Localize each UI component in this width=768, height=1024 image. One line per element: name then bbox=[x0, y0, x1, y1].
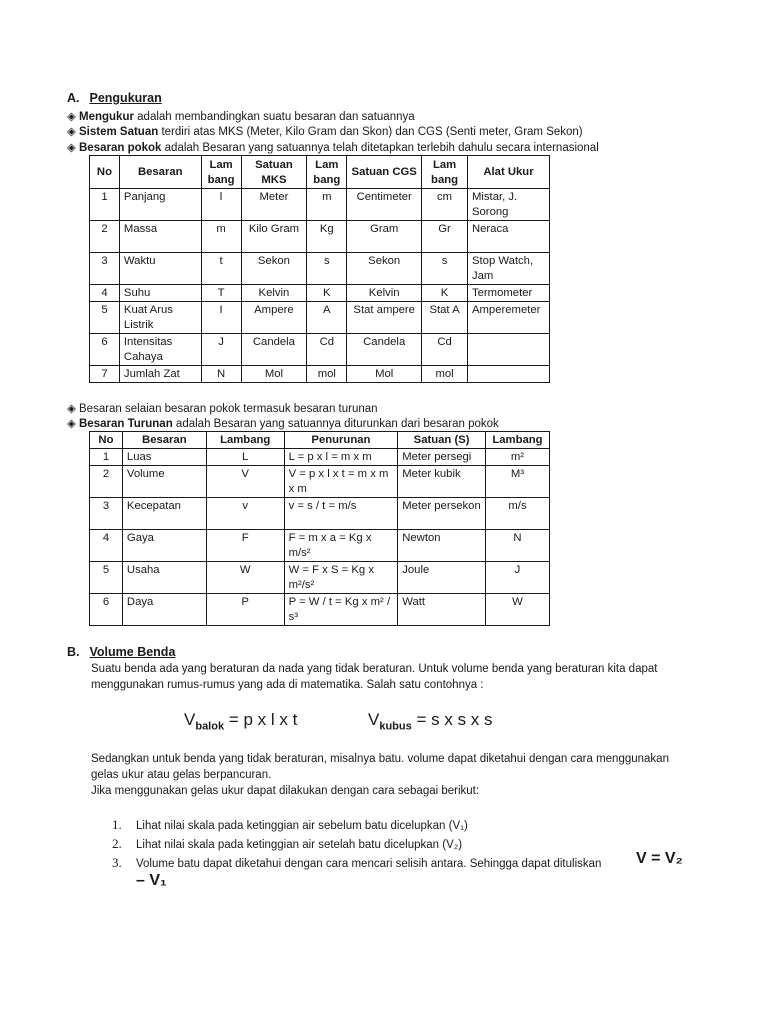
table-cell: L bbox=[206, 449, 284, 466]
table-cell: Kecepatan bbox=[122, 498, 206, 530]
table-header-row bbox=[90, 156, 550, 189]
header-cell: Besaran bbox=[119, 156, 201, 189]
table-cell: Meter bbox=[241, 189, 307, 221]
table-cell: V = p x l x t = m x m x m bbox=[284, 466, 398, 498]
paragraph-irregular bbox=[91, 751, 669, 799]
table-cell: Watt bbox=[398, 594, 486, 626]
table-cell: Volume bbox=[122, 466, 206, 498]
table-cell: 4 bbox=[90, 530, 123, 562]
steps-list bbox=[112, 816, 601, 873]
table-cell: 6 bbox=[90, 334, 120, 366]
paragraph-line: Suatu benda ada yang beraturan da nada yang tidak beraturan. Untuk volume benda yang beraturan kita dapat bbox=[91, 663, 658, 675]
paragraph-line: Jika menggunakan gelas ukur dapat dilakukan dengan cara sebagai berikut: bbox=[91, 785, 480, 797]
header-cell: Lam bang bbox=[201, 156, 241, 189]
table-cell: P bbox=[206, 594, 284, 626]
table-cell: Gr bbox=[422, 221, 468, 253]
table-cell: Cd bbox=[307, 334, 347, 366]
table-cell: W bbox=[206, 562, 284, 594]
bullet-text: adalah Besaran yang satuannya telah ditetapkan terlebih dahulu secara internasional bbox=[161, 142, 599, 154]
table-cell: J bbox=[485, 562, 549, 594]
table-row bbox=[90, 285, 550, 302]
list-item bbox=[112, 854, 601, 873]
table-cell: Stop Watch, Jam bbox=[467, 253, 549, 285]
formula-kubus bbox=[368, 710, 493, 732]
table-header-row bbox=[90, 432, 550, 449]
formula-expression: = p x l x t bbox=[224, 710, 298, 729]
table-cell: 7 bbox=[90, 366, 120, 383]
bullet-bold: Besaran Turunan bbox=[79, 418, 173, 430]
table-cell: J bbox=[201, 334, 241, 366]
section-a-letter: A. bbox=[67, 91, 80, 105]
table-cell: 3 bbox=[90, 498, 123, 530]
paragraph-line: gelas ukur atau gelas berpancuran. bbox=[91, 769, 272, 781]
header-cell: Lambang bbox=[485, 432, 549, 449]
header-cell: No bbox=[90, 156, 120, 189]
table-cell: N bbox=[485, 530, 549, 562]
table-row bbox=[90, 562, 550, 594]
list-item bbox=[112, 835, 601, 854]
diamond-bullet-icon: ◈ bbox=[67, 111, 76, 123]
table-cell bbox=[467, 366, 549, 383]
list-number: 2. bbox=[112, 836, 122, 851]
table-cell: A bbox=[307, 302, 347, 334]
section-a-title: Pengukuran bbox=[89, 91, 162, 105]
list-number: 1. bbox=[112, 817, 122, 832]
table-cell: P = W / t = Kg x m² / s³ bbox=[284, 594, 398, 626]
table-cell: Usaha bbox=[122, 562, 206, 594]
table-cell: Cd bbox=[422, 334, 468, 366]
table-row bbox=[90, 334, 550, 366]
table-cell: Stat A bbox=[422, 302, 468, 334]
table-cell: W = F x S = Kg x m²/s² bbox=[284, 562, 398, 594]
table-cell: l bbox=[201, 189, 241, 221]
header-cell: No bbox=[90, 432, 123, 449]
table-cell: F = m x a = Kg x m/s² bbox=[284, 530, 398, 562]
table-cell: Newton bbox=[398, 530, 486, 562]
table-cell: 2 bbox=[90, 466, 123, 498]
diamond-bullet-icon: ◈ bbox=[67, 403, 76, 415]
table-cell: Meter persegi bbox=[398, 449, 486, 466]
section-a-heading bbox=[67, 91, 162, 105]
table-cell: 2 bbox=[90, 221, 120, 253]
table-cell: 5 bbox=[90, 302, 120, 334]
bullet-bold: Sistem Satuan bbox=[79, 126, 159, 138]
table-row bbox=[90, 253, 550, 285]
table-cell bbox=[467, 334, 549, 366]
table-cell: Kelvin bbox=[347, 285, 422, 302]
table-cell: 1 bbox=[90, 189, 120, 221]
bullet-mengukur bbox=[67, 109, 415, 123]
table-cell: K bbox=[422, 285, 468, 302]
table-cell: m/s bbox=[485, 498, 549, 530]
table-cell: Joule bbox=[398, 562, 486, 594]
formula-subscript: balok bbox=[195, 720, 225, 733]
formula-subscript: kubus bbox=[379, 720, 412, 733]
table-cell: Neraca bbox=[467, 221, 549, 253]
header-cell: Besaran bbox=[122, 432, 206, 449]
table-cell: Candela bbox=[347, 334, 422, 366]
header-cell: Satuan MKS bbox=[241, 156, 307, 189]
header-cell: Satuan CGS bbox=[347, 156, 422, 189]
table-cell: Termometer bbox=[467, 285, 549, 302]
formula-expression: = s x s x s bbox=[411, 710, 493, 729]
table-cell: Ampere bbox=[241, 302, 307, 334]
table-cell: Kg bbox=[307, 221, 347, 253]
table-cell: 5 bbox=[90, 562, 123, 594]
table-cell: v = s / t = m/s bbox=[284, 498, 398, 530]
table-cell: Daya bbox=[122, 594, 206, 626]
table-cell: t bbox=[201, 253, 241, 285]
bullet-besaran-turunan bbox=[67, 416, 499, 430]
table-cell: s bbox=[307, 253, 347, 285]
table-row bbox=[90, 466, 550, 498]
table-besaran-turunan bbox=[89, 431, 550, 626]
formula-symbol: V bbox=[368, 710, 380, 729]
section-b-title: Volume Benda bbox=[89, 645, 176, 659]
table-cell: Sekon bbox=[347, 253, 422, 285]
table-cell: Intensitas Cahaya bbox=[119, 334, 201, 366]
table-cell: Massa bbox=[119, 221, 201, 253]
table-besaran-pokok bbox=[89, 155, 550, 383]
table-cell: T bbox=[201, 285, 241, 302]
table-cell: Kelvin bbox=[241, 285, 307, 302]
table-cell: Centimeter bbox=[347, 189, 422, 221]
table-cell: Mistar, J. Sorong bbox=[467, 189, 549, 221]
bullet-sistem-satuan bbox=[67, 124, 583, 138]
table-cell: Kuat Arus Listrik bbox=[119, 302, 201, 334]
table-cell: s bbox=[422, 253, 468, 285]
table-row bbox=[90, 302, 550, 334]
bullet-text: Besaran selaian besaran pokok termasuk besaran turunan bbox=[79, 403, 378, 415]
header-cell: Lam bang bbox=[422, 156, 468, 189]
table-cell: 1 bbox=[90, 449, 123, 466]
table-cell: v bbox=[206, 498, 284, 530]
table-cell: L = p x l = m x m bbox=[284, 449, 398, 466]
table-cell: Stat ampere bbox=[347, 302, 422, 334]
bullet-bold: Besaran pokok bbox=[79, 142, 162, 154]
table-row bbox=[90, 189, 550, 221]
table-cell: M³ bbox=[485, 466, 549, 498]
header-cell: Lambang bbox=[206, 432, 284, 449]
table-cell: cm bbox=[422, 189, 468, 221]
diamond-bullet-icon: ◈ bbox=[67, 142, 76, 154]
table-cell: N bbox=[201, 366, 241, 383]
table-row bbox=[90, 498, 550, 530]
list-number: 3. bbox=[112, 855, 122, 870]
list-item bbox=[112, 816, 601, 835]
table-cell: m² bbox=[485, 449, 549, 466]
table-cell: mol bbox=[307, 366, 347, 383]
table-row bbox=[90, 221, 550, 253]
bullet-besaran-pokok bbox=[67, 140, 599, 154]
table-cell: m bbox=[201, 221, 241, 253]
bullet-bold: Mengukur bbox=[79, 111, 134, 123]
bullet-text: terdiri atas MKS (Meter, Kilo Gram dan Skon) dan CGS (Senti meter, Gram Sekon) bbox=[158, 126, 583, 138]
table-cell: 6 bbox=[90, 594, 123, 626]
table-cell: F bbox=[206, 530, 284, 562]
paragraph-line: Sedangkan untuk benda yang tidak beraturan, misalnya batu. volume dapat diketahui dengan cara menggunakan bbox=[91, 753, 669, 765]
table-cell: Panjang bbox=[119, 189, 201, 221]
table-cell: W bbox=[485, 594, 549, 626]
table-row bbox=[90, 366, 550, 383]
table-cell: V bbox=[206, 466, 284, 498]
table-cell: I bbox=[201, 302, 241, 334]
table-cell: Kilo Gram bbox=[241, 221, 307, 253]
bullet-text: adalah Besaran yang satuannya diturunkan dari besaran pokok bbox=[172, 418, 499, 430]
list-text: Lihat nilai skala pada ketinggian air sebelum batu dicelupkan (V₁) bbox=[136, 820, 468, 832]
table-cell: m bbox=[307, 189, 347, 221]
header-cell: Alat Ukur bbox=[467, 156, 549, 189]
table-cell: Amperemeter bbox=[467, 302, 549, 334]
table-cell: 4 bbox=[90, 285, 120, 302]
table-row bbox=[90, 530, 550, 562]
table-cell: Luas bbox=[122, 449, 206, 466]
table-cell: Suhu bbox=[119, 285, 201, 302]
bullet-besaran-turunan-intro bbox=[67, 401, 378, 415]
section-b-letter: B. bbox=[67, 645, 80, 659]
final-formula-part-a: V = V₂ bbox=[636, 850, 683, 867]
table-cell: Mol bbox=[347, 366, 422, 383]
table-cell: Gaya bbox=[122, 530, 206, 562]
table-cell: Waktu bbox=[119, 253, 201, 285]
header-cell: Lam bang bbox=[307, 156, 347, 189]
table-cell: Meter kubik bbox=[398, 466, 486, 498]
table-cell: 3 bbox=[90, 253, 120, 285]
diamond-bullet-icon: ◈ bbox=[67, 126, 76, 138]
table-cell: Candela bbox=[241, 334, 307, 366]
table-cell: Gram bbox=[347, 221, 422, 253]
table-row bbox=[90, 449, 550, 466]
paragraph-volume-intro bbox=[91, 661, 657, 693]
table-cell: Mol bbox=[241, 366, 307, 383]
table-cell: K bbox=[307, 285, 347, 302]
header-cell: Penurunan bbox=[284, 432, 398, 449]
list-text: Volume batu dapat diketahui dengan cara mencari selisih antara. Sehingga dapat dituliskan bbox=[136, 858, 602, 870]
header-cell: Satuan (S) bbox=[398, 432, 486, 449]
section-b-heading bbox=[67, 645, 175, 659]
formula-balok bbox=[184, 710, 297, 732]
list-text: Lihat nilai skala pada ketinggian air setelah batu dicelupkan (V₂) bbox=[136, 839, 463, 851]
table-row bbox=[90, 594, 550, 626]
table-cell: Sekon bbox=[241, 253, 307, 285]
table-cell: mol bbox=[422, 366, 468, 383]
diamond-bullet-icon: ◈ bbox=[67, 418, 76, 430]
final-formula-part-b: – V₁ bbox=[136, 872, 167, 889]
formula-symbol: V bbox=[184, 710, 196, 729]
table-cell: Meter persekon bbox=[398, 498, 486, 530]
table-cell: Jumlah Zat bbox=[119, 366, 201, 383]
paragraph-line: menggunakan rumus-rumus yang ada di matematika. Salah satu contohnya : bbox=[91, 679, 484, 691]
bullet-text: adalah membandingkan suatu besaran dan satuannya bbox=[133, 111, 415, 123]
